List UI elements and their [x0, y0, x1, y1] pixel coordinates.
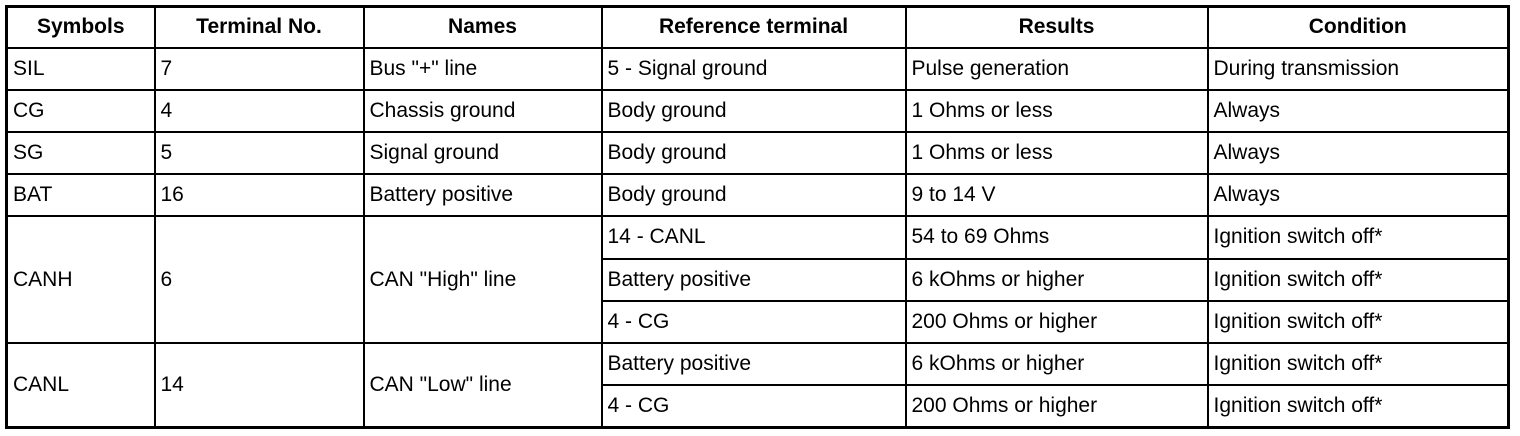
cell-reference: 14 - CANL: [602, 216, 906, 258]
cell-result: 9 to 14 V: [906, 174, 1208, 216]
cell-name: CAN "Low" line: [364, 343, 602, 427]
header-symbols: Symbols: [7, 7, 155, 48]
header-reference-terminal: Reference terminal: [602, 7, 906, 48]
cell-terminal: 7: [155, 48, 364, 90]
cell-condition: Ignition switch off*: [1208, 301, 1509, 343]
cell-reference: 5 - Signal ground: [602, 48, 906, 90]
cell-reference: 4 - CG: [602, 301, 906, 343]
cell-reference: Body ground: [602, 90, 906, 132]
header-condition: Condition: [1208, 7, 1509, 48]
table-row: [7, 90, 1509, 132]
cell-symbol: CANH: [7, 216, 155, 343]
cell-name: Battery positive: [364, 174, 602, 216]
cell-result: 6 kOhms or higher: [906, 343, 1208, 385]
cell-symbol: CANL: [7, 343, 155, 427]
table-row: [7, 343, 1509, 385]
cell-symbol: SIL: [7, 48, 155, 90]
header-names: Names: [364, 7, 602, 48]
cell-result: 1 Ohms or less: [906, 132, 1208, 174]
cell-result: 6 kOhms or higher: [906, 259, 1208, 301]
cell-reference: 4 - CG: [602, 385, 906, 427]
cell-terminal: 14: [155, 343, 364, 427]
table-row: [7, 174, 1509, 216]
cell-condition: Always: [1208, 90, 1509, 132]
table-row: [7, 132, 1509, 174]
cell-name: Bus "+" line: [364, 48, 602, 90]
cell-terminal: 6: [155, 216, 364, 343]
cell-result: 54 to 69 Ohms: [906, 216, 1208, 258]
cell-terminal: 5: [155, 132, 364, 174]
cell-reference: Body ground: [602, 174, 906, 216]
header-results: Results: [906, 7, 1208, 48]
cell-reference: Body ground: [602, 132, 906, 174]
cell-condition: During transmission: [1208, 48, 1509, 90]
header-row: [7, 7, 1509, 48]
cell-result: 1 Ohms or less: [906, 90, 1208, 132]
cell-condition: Ignition switch off*: [1208, 343, 1509, 385]
cell-result: Pulse generation: [906, 48, 1208, 90]
cell-symbol: CG: [7, 90, 155, 132]
cell-symbol: SG: [7, 132, 155, 174]
table-row: [7, 216, 1509, 258]
cell-condition: Always: [1208, 174, 1509, 216]
cell-symbol: BAT: [7, 174, 155, 216]
cell-condition: Always: [1208, 132, 1509, 174]
cell-reference: Battery positive: [602, 259, 906, 301]
cell-name: Chassis ground: [364, 90, 602, 132]
header-terminal-no: Terminal No.: [155, 7, 364, 48]
cell-reference: Battery positive: [602, 343, 906, 385]
cell-name: Signal ground: [364, 132, 602, 174]
table-row: [7, 48, 1509, 90]
cell-name: CAN "High" line: [364, 216, 602, 343]
cell-terminal: 4: [155, 90, 364, 132]
terminal-spec-table: [5, 5, 1510, 429]
cell-result: 200 Ohms or higher: [906, 301, 1208, 343]
cell-condition: Ignition switch off*: [1208, 385, 1509, 427]
cell-terminal: 16: [155, 174, 364, 216]
cell-result: 200 Ohms or higher: [906, 385, 1208, 427]
cell-condition: Ignition switch off*: [1208, 216, 1509, 258]
cell-condition: Ignition switch off*: [1208, 259, 1509, 301]
